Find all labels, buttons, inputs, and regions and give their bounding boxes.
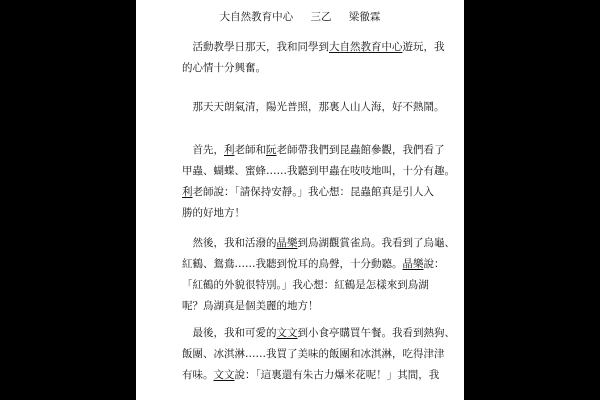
essay-title: 大自然教育中心 [219, 11, 294, 23]
text-segment: 老師和 [234, 144, 266, 156]
author-name: 梁徹霖 [348, 11, 381, 23]
text-segment: 活動教學日那天，我和同學到 [182, 41, 329, 53]
text-segment: 「紅鶴的外貌很特別。」我心想：紅鶴是怎樣來到鳥湖 [182, 279, 429, 291]
text-line [182, 182, 442, 203]
text-segment: 然後，我和活潑的 [182, 237, 277, 249]
paragraph-2 [182, 97, 445, 118]
text-line [182, 275, 442, 296]
underlined-name: 文文 [213, 369, 235, 381]
paragraph-5 [182, 323, 455, 386]
text-line [182, 344, 445, 365]
text-segment: 那天天朗氣清，陽光普照，那裏人山人海，好不熱鬧。 [182, 101, 445, 113]
text-segment: 老師說：「請保持安靜。」我心想：昆蟲館真是引人入 [192, 186, 434, 198]
text-segment: 紅鶴、鴛鴦……我聽到悅耳的鳥聲，十分動聽。 [182, 258, 403, 270]
text-line [182, 58, 442, 79]
underlined-name: 利 [224, 144, 235, 156]
text-line [182, 161, 455, 182]
text-line [182, 254, 445, 275]
text-segment: 說：「這裏還有朱古力爆米花呢！」其間，我 [234, 369, 440, 381]
text-segment: 飯團、冰淇淋……我買了美味的飯團和冰淇淋，吃得津津 [182, 348, 445, 360]
text-segment: 到鳥湖觀賞雀鳥。我看到了烏龜、 [297, 237, 455, 249]
text-line [182, 203, 442, 224]
underlined-name: 阮 [266, 144, 277, 156]
underlined-name: 晶樂 [402, 258, 424, 270]
text-segment: 呢？鳥湖真是個美麗的地方！ [182, 300, 319, 312]
underlined-name: 文文 [276, 327, 298, 339]
text-line [182, 97, 445, 118]
text-segment: 首先， [182, 144, 224, 156]
text-segment: 的心情十分興奮。 [182, 62, 266, 74]
paragraph-1 [182, 37, 445, 79]
underlined-name: 利 [182, 186, 193, 198]
text-line [182, 37, 445, 58]
text-segment: 說： [423, 258, 445, 270]
underlined-name: 大自然教育中心 [329, 41, 403, 53]
title-line [136, 10, 464, 24]
class-label: 三乙 [310, 11, 332, 23]
text-segment: 遊玩，我 [402, 41, 445, 53]
underlined-name: 晶樂 [276, 237, 298, 249]
text-segment: 勝的好地方！ [182, 207, 245, 219]
text-line [182, 296, 442, 317]
text-segment: 老師帶我們到昆蟲館參觀，我們看了 [276, 144, 445, 156]
text-line [182, 323, 455, 344]
paragraph-4 [182, 233, 455, 317]
text-line [182, 365, 442, 386]
document-page [136, 0, 464, 400]
text-segment: 甲蟲、蝴蝶、蜜蜂……我聽到甲蟲在吱吱地叫，十分有趣。 [182, 165, 455, 177]
text-segment: 最後，我和可愛的 [182, 327, 277, 339]
text-segment: 有味。 [182, 369, 214, 381]
text-line [182, 140, 445, 161]
paragraph-3 [182, 140, 455, 224]
text-segment: 到小食亭購買午餐。我看到熱狗、 [297, 327, 455, 339]
text-line [182, 233, 455, 254]
